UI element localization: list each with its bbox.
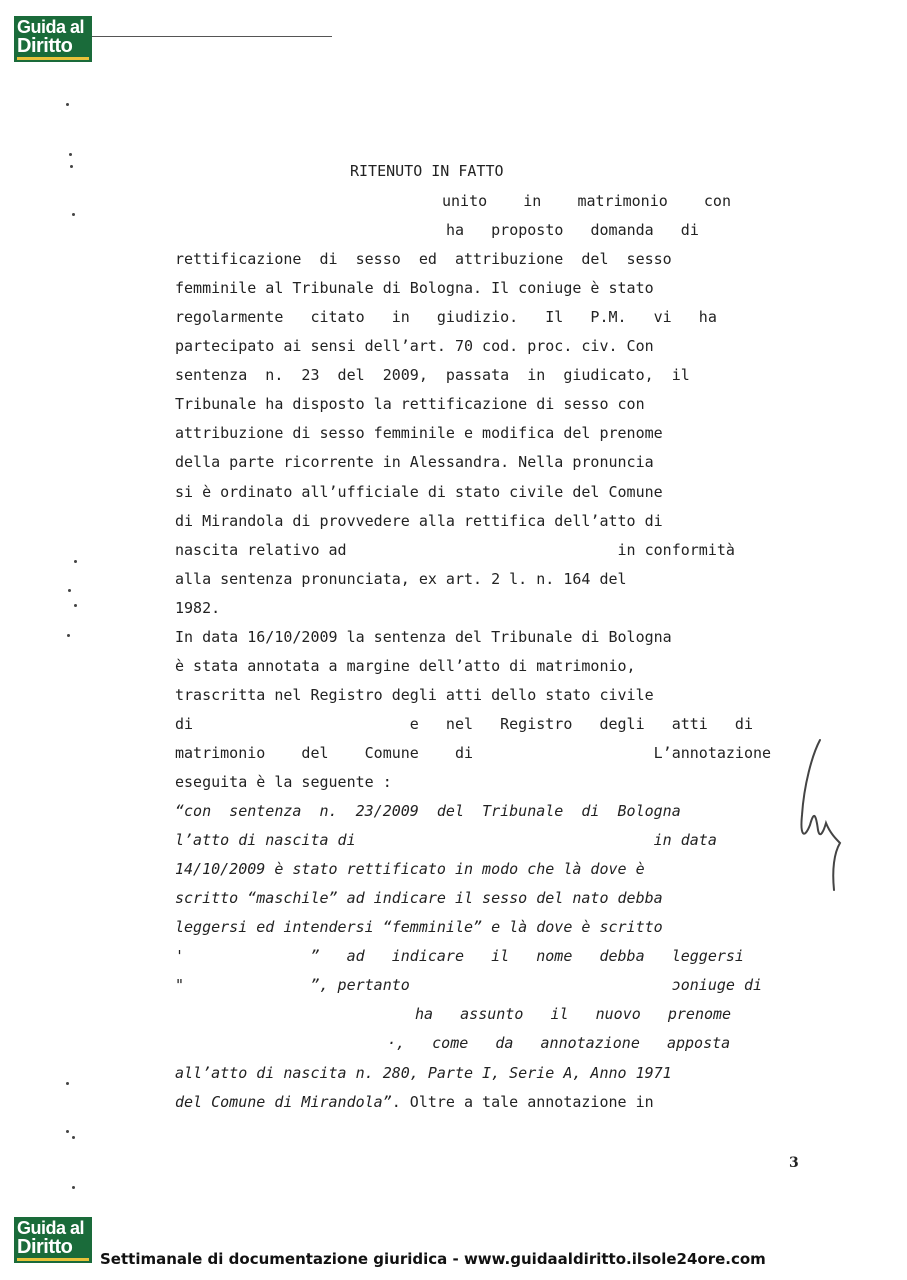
margin-speck	[69, 153, 72, 156]
logo-stripe	[17, 1258, 89, 1261]
margin-speck	[72, 1186, 75, 1189]
text-line: “con sentenza n. 23/2009 del Tribunale di Bologna	[175, 802, 681, 820]
text-line: matrimonio del Comune di L’annotazione	[175, 744, 772, 762]
text-line: ·, come da annotazione apposta	[387, 1034, 731, 1052]
margin-speck	[70, 165, 73, 168]
text-line: ' ” ad indicare il nome debba leggersi	[175, 947, 744, 965]
margin-speck	[74, 560, 77, 563]
header-rule	[92, 36, 332, 37]
text-line: è stata annotata a margine dell’atto di matrimonio,	[175, 657, 636, 675]
logo-line-2: Diritto	[17, 1236, 73, 1258]
section-heading: RITENUTO IN FATTO	[350, 162, 504, 180]
text-line: di Mirandola di provvedere alla rettifica dell’atto di	[175, 512, 663, 530]
text-line: 1982.	[175, 599, 221, 617]
margin-speck	[67, 634, 70, 637]
margin-speck	[66, 103, 69, 106]
text-line: attribuzione di sesso femminile e modifica del prenome	[175, 424, 663, 442]
text-line: In data 16/10/2009 la sentenza del Tribunale di Bologna	[175, 628, 672, 646]
logo-line-1: Guida al	[17, 17, 85, 37]
margin-speck	[72, 213, 75, 216]
text-line: sentenza n. 23 del 2009, passata in giudicato, il	[175, 366, 690, 384]
text-line: eseguita è la seguente :	[175, 773, 392, 791]
text-line: 14/10/2009 è stato rettificato in modo che là dove è	[175, 860, 645, 878]
text-line: ha assunto il nuovo prenome	[415, 1005, 732, 1023]
publisher-logo	[14, 16, 92, 62]
publisher-logo-footer	[14, 1217, 92, 1263]
text-line: si è ordinato all’ufficiale di stato civile del Comune	[175, 483, 663, 501]
text-line: " ”, pertanto ɔoniuge di	[175, 976, 762, 994]
margin-speck	[68, 589, 71, 592]
logo-line-1: Guida al	[17, 1218, 85, 1238]
text-line: partecipato ai sensi dell’art. 70 cod. proc. civ. Con	[175, 337, 654, 355]
text-line: ha proposto domanda di	[446, 221, 699, 239]
margin-speck	[66, 1130, 69, 1133]
logo-line-2: Diritto	[17, 35, 73, 57]
margin-speck	[66, 1082, 69, 1085]
handwritten-initials	[790, 735, 850, 895]
text-line: regolarmente citato in giudizio. Il P.M. vi ha	[175, 308, 717, 326]
logo-stripe	[17, 57, 89, 60]
footer-text: Settimanale di documentazione giuridica - www.guidaaldiritto.ilsole24ore.com	[100, 1250, 766, 1268]
text-line: scritto “maschile” ad indicare il sesso del nato debba	[175, 889, 663, 907]
text-line: trascritta nel Registro degli atti dello stato civile	[175, 686, 654, 704]
page-number: 3	[789, 1155, 799, 1171]
text-line: unito in matrimonio con	[442, 192, 731, 210]
text-line: rettificazione di sesso ed attribuzione del sesso	[175, 250, 672, 268]
text-line: femminile al Tribunale di Bologna. Il coniuge è stato	[175, 279, 654, 297]
text-line: del Comune di Mirandola”. Oltre a tale annotazione in	[175, 1093, 654, 1111]
text-line: della parte ricorrente in Alessandra. Nella pronuncia	[175, 453, 654, 471]
text-line: leggersi ed intendersi “femminile” e là dove è scritto	[175, 918, 663, 936]
margin-speck	[74, 604, 77, 607]
text-line: nascita relativo ad in conformità	[175, 541, 735, 559]
text-line: l’atto di nascita di in data	[175, 831, 717, 849]
margin-speck	[72, 1136, 75, 1139]
text-line: di e nel Registro degli atti di	[175, 715, 753, 733]
text-line: Tribunale ha disposto la rettificazione di sesso con	[175, 395, 645, 413]
text-line: alla sentenza pronunciata, ex art. 2 l. n. 164 del	[175, 570, 627, 588]
text-line: all’atto di nascita n. 280, Parte I, Serie A, Anno 1971	[175, 1064, 672, 1082]
